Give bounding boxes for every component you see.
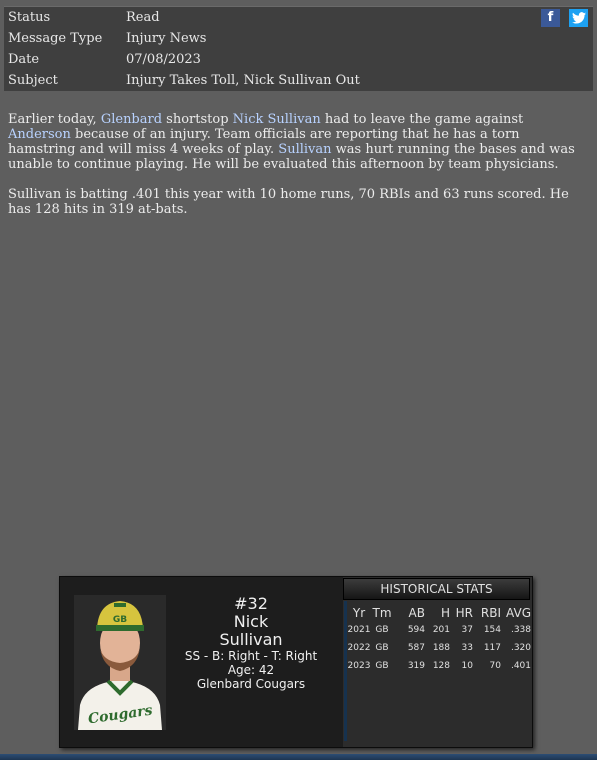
stat-avg: .338 [510, 625, 531, 635]
player-position-bats-throws: SS - B: Right - T: Right [184, 649, 318, 663]
historical-stats-title: HISTORICAL STATS [343, 578, 530, 600]
player-info [176, 595, 326, 691]
facebook-share-button[interactable] [541, 9, 560, 27]
article-text: had to leave the game against [320, 112, 524, 127]
player-last-name[interactable]: Sullivan [219, 630, 283, 649]
info-row-status [4, 7, 593, 28]
article-text: was hurt running the bases and was unable to continue playing. He will be evaluated this afternoon by team physicians. [8, 142, 575, 172]
message-type-label: Message Type [8, 31, 103, 46]
info-row-subject [4, 70, 593, 91]
article-text: Earlier today, [8, 112, 101, 127]
info-row-message-type [4, 28, 593, 49]
header-rbi[interactable]: RBI [480, 606, 501, 620]
stat-ab: 594 [407, 625, 425, 635]
stat-year: 2021 [347, 625, 371, 635]
table-row [347, 621, 531, 639]
stat-team: GB [375, 625, 389, 635]
subject-label: Subject [8, 73, 58, 88]
stat-hr: 37 [461, 625, 473, 635]
player-link-sullivan[interactable]: Sullivan [278, 142, 332, 157]
status-value: Read [126, 10, 160, 25]
twitter-share-button[interactable] [569, 9, 588, 27]
stat-h: 201 [432, 625, 450, 635]
table-row [347, 639, 531, 657]
message-info-panel [4, 6, 593, 91]
stat-avg: .401 [510, 661, 531, 671]
bottom-status-bar [0, 754, 597, 760]
player-card [59, 576, 533, 748]
stat-team: GB [375, 643, 389, 653]
player-portrait-icon [74, 595, 166, 730]
stat-hr: 10 [461, 661, 473, 671]
stat-year: 2023 [347, 661, 371, 671]
stat-rbi: 70 [489, 661, 501, 671]
article-paragraph-1 [8, 112, 586, 172]
team-link-glenbard[interactable]: Glenbard [100, 112, 163, 127]
header-yr[interactable]: Yr [352, 606, 366, 620]
stat-team: GB [375, 661, 389, 671]
article-text: because of an injury. Team officials are reporting that he has a torn hamstring and will miss 4 weeks of play. [8, 127, 520, 157]
player-number: #32 [234, 594, 268, 613]
twitter-icon [572, 12, 586, 24]
subject-value: Injury Takes Toll, Nick Sullivan Out [126, 73, 360, 88]
date-value: 07/08/2023 [126, 52, 201, 67]
player-age: Age: 42 [227, 663, 275, 677]
message-type-value: Injury News [126, 31, 207, 46]
table-row [347, 657, 531, 675]
player-team[interactable]: Glenbard Cougars [196, 677, 306, 691]
historical-stats-panel [343, 577, 532, 747]
player-first-name[interactable]: Nick [233, 612, 269, 631]
stat-year: 2022 [347, 643, 371, 653]
player-link-nick-sullivan[interactable]: Nick Sullivan [232, 112, 321, 127]
stat-h: 128 [432, 661, 450, 671]
jersey-text: Cougars [87, 702, 154, 728]
stat-hr: 33 [461, 643, 473, 653]
team-link-anderson[interactable]: Anderson [8, 127, 71, 142]
article-paragraph-2: Sullivan is batting .401 this year with 10 home runs, 70 RBIs and 63 runs scored. He has 128 hits in 319 at-bats. [8, 187, 569, 217]
stat-ab: 319 [407, 661, 425, 671]
historical-stats-table [347, 605, 531, 675]
info-row-date [4, 49, 593, 70]
date-label: Date [8, 52, 40, 67]
header-hr[interactable]: HR [455, 606, 473, 620]
status-label: Status [8, 10, 51, 25]
header-h[interactable]: H [440, 606, 450, 620]
header-ab[interactable]: AB [408, 606, 425, 620]
header-tm[interactable]: Tm [372, 606, 392, 620]
cap-logo: GB [112, 615, 128, 625]
facebook-icon: f [547, 10, 554, 25]
stat-ab: 587 [407, 643, 425, 653]
player-photo[interactable] [74, 595, 166, 730]
stat-h: 188 [432, 643, 450, 653]
header-avg[interactable]: AVG [506, 606, 531, 620]
article-text: shortstop [162, 112, 233, 127]
stat-rbi: 117 [483, 643, 501, 653]
stats-header-row [347, 605, 531, 621]
stat-avg: .320 [510, 643, 531, 653]
article-body [8, 112, 586, 232]
stat-rbi: 154 [483, 625, 501, 635]
